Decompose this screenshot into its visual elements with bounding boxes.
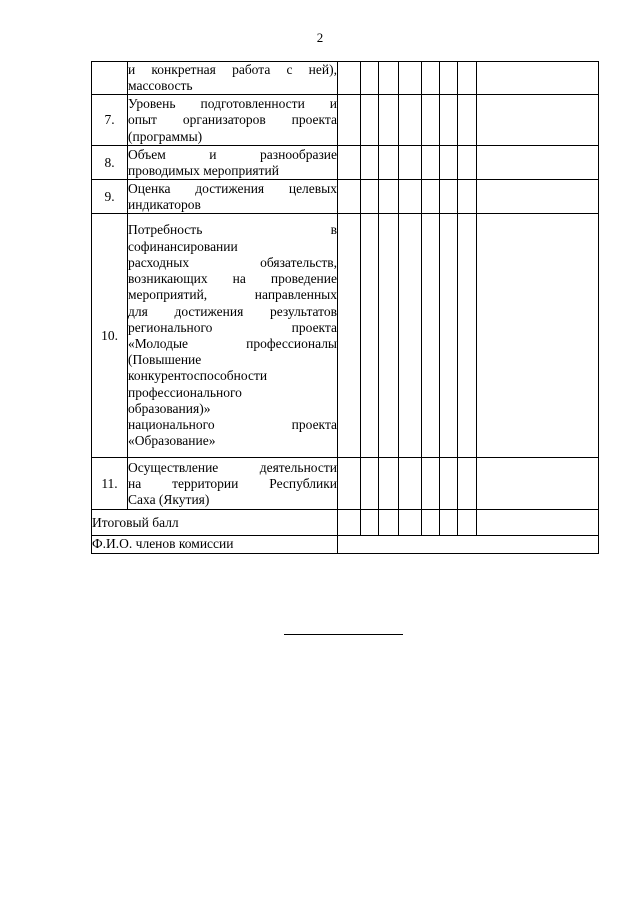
score-cell (458, 180, 477, 214)
score-cell (440, 180, 458, 214)
score-cell (379, 62, 399, 95)
criterion-text (128, 214, 338, 458)
criterion-line: Саха (Якутия) (128, 492, 210, 507)
score-cell (361, 458, 379, 510)
score-cell (458, 458, 477, 510)
score-cell (399, 214, 422, 458)
score-cell (338, 458, 361, 510)
score-cell (361, 510, 379, 536)
table-row (92, 62, 599, 95)
score-cell (440, 146, 458, 180)
criterion-line: «Образование» (128, 433, 216, 449)
criterion-line: на территории Республики (128, 475, 337, 491)
commission-members-cell (338, 536, 599, 553)
notes-cell (477, 146, 599, 180)
score-cell (399, 510, 422, 536)
score-cell (399, 180, 422, 214)
row-number: 10. (92, 214, 128, 458)
criterion-line: (Повышение (128, 352, 202, 368)
criterion-line: проводимых мероприятий (128, 162, 279, 178)
score-cell (338, 146, 361, 180)
score-cell (338, 214, 361, 458)
score-cell (361, 180, 379, 214)
total-score-row (92, 510, 599, 536)
end-separator-line (284, 634, 403, 635)
score-cell (379, 510, 399, 536)
score-cell (361, 62, 379, 95)
criterion-text (128, 95, 338, 146)
criterion-line: Объем и разнообразие (128, 146, 337, 162)
score-cell (338, 62, 361, 95)
score-cell (379, 214, 399, 458)
score-cell (422, 146, 440, 180)
table-row (92, 214, 599, 458)
score-cell (440, 214, 458, 458)
criterion-line: «Молодые профессионалы (128, 335, 337, 351)
criteria-rows (92, 62, 599, 510)
criterion-line: и конкретная работа с ней), (128, 62, 337, 77)
criterion-line: Осуществление деятельности (128, 459, 337, 475)
criterion-line: Потребность в (128, 222, 337, 238)
score-cell (422, 95, 440, 146)
criterion-line: конкурентоспособности (128, 368, 268, 384)
score-cell (422, 62, 440, 95)
criterion-line: образования)» (128, 400, 211, 416)
score-cell (361, 146, 379, 180)
score-cell (458, 146, 477, 180)
criterion-line: регионального проекта (128, 319, 337, 335)
evaluation-table (91, 61, 599, 554)
table-row (92, 146, 599, 180)
table-row (92, 95, 599, 146)
score-cell (477, 510, 599, 536)
total-score-label: Итоговый балл (92, 510, 338, 536)
criterion-line: Уровень подготовленности и (128, 96, 337, 112)
notes-cell (477, 458, 599, 510)
criterion-line: массовость (128, 78, 193, 94)
score-cell (458, 62, 477, 95)
criterion-line: индикаторов (128, 196, 201, 212)
notes-cell (477, 62, 599, 95)
score-cell (440, 95, 458, 146)
score-cell (379, 95, 399, 146)
score-cell (440, 458, 458, 510)
criterion-line: опыт организаторов проекта (128, 112, 337, 128)
criterion-line: возникающих на проведение (128, 271, 337, 287)
score-cell (379, 458, 399, 510)
row-number: 11. (92, 458, 128, 510)
criterion-text (128, 146, 338, 180)
commission-row (92, 536, 599, 553)
notes-cell (477, 214, 599, 458)
notes-cell (477, 95, 599, 146)
score-cell (458, 214, 477, 458)
score-cell (440, 510, 458, 536)
criterion-line: для достижения результатов (128, 303, 337, 319)
score-cell (338, 95, 361, 146)
score-cell (399, 146, 422, 180)
score-cell (399, 62, 422, 95)
row-number: 7. (92, 95, 128, 146)
score-cell (422, 510, 440, 536)
criterion-line: (программы) (128, 128, 203, 144)
criterion-line: профессионального (128, 384, 242, 400)
score-cell (379, 146, 399, 180)
score-cell (422, 214, 440, 458)
score-cell (338, 180, 361, 214)
score-cell (458, 95, 477, 146)
criterion-line: национального проекта (128, 416, 337, 432)
score-cell (399, 458, 422, 510)
notes-cell (477, 180, 599, 214)
criterion-line: Оценка достижения целевых (128, 180, 337, 196)
criterion-line: расходных обязательств, (128, 254, 337, 270)
page-number: 2 (316, 30, 324, 45)
table-row (92, 458, 599, 510)
score-cell (338, 510, 361, 536)
row-number: 8. (92, 146, 128, 180)
row-number: 9. (92, 180, 128, 214)
criterion-text (128, 458, 338, 510)
score-cell (422, 180, 440, 214)
commission-label: Ф.И.О. членов комиссии (92, 536, 338, 553)
score-cell (458, 510, 477, 536)
criterion-line: софинансировании (128, 238, 238, 254)
score-cell (399, 95, 422, 146)
score-cell (361, 95, 379, 146)
criterion-text (128, 62, 338, 95)
criterion-line: мероприятий, направленных (128, 287, 337, 303)
score-cell (422, 458, 440, 510)
table-row (92, 180, 599, 214)
score-cell (361, 214, 379, 458)
score-cell (379, 180, 399, 214)
row-number (92, 62, 128, 95)
criterion-text (128, 180, 338, 214)
score-cell (440, 62, 458, 95)
